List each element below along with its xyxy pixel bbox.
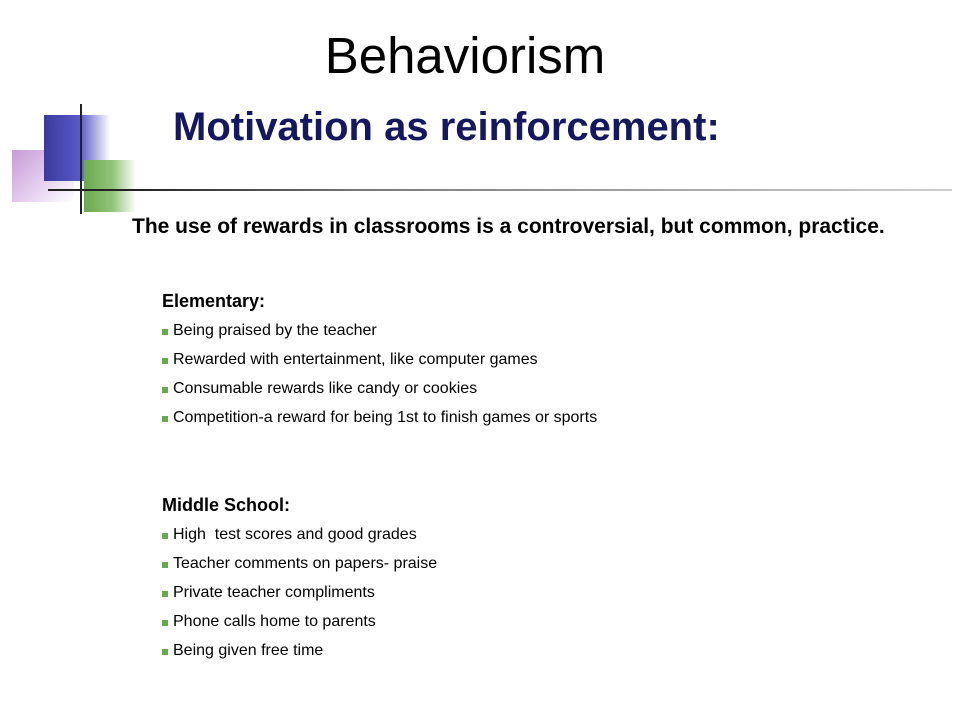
list-item bbox=[162, 350, 597, 379]
lead-statement: The use of rewards in classrooms is a controversial, but common, practice. bbox=[132, 215, 885, 238]
square-bullet-icon bbox=[162, 562, 168, 568]
decorative-green-square bbox=[84, 160, 136, 212]
square-bullet-icon bbox=[162, 416, 168, 422]
list-item bbox=[162, 408, 597, 437]
section-heading-middle-school: Middle School: bbox=[162, 495, 290, 515]
list-item-text: Private teacher compliments bbox=[173, 584, 375, 601]
list-elementary bbox=[162, 321, 597, 437]
square-bullet-icon bbox=[162, 358, 168, 364]
list-item bbox=[162, 525, 437, 554]
list-item-text: Being praised by the teacher bbox=[173, 322, 377, 339]
list-item-text: High test scores and good grades bbox=[173, 526, 417, 543]
decorative-vertical-line bbox=[80, 104, 82, 214]
square-bullet-icon bbox=[162, 591, 168, 597]
list-item bbox=[162, 583, 437, 612]
list-middle-school bbox=[162, 525, 437, 670]
list-item bbox=[162, 641, 437, 670]
list-item-text: Consumable rewards like candy or cookies bbox=[173, 380, 478, 397]
list-item bbox=[162, 612, 437, 641]
list-item-text: Rewarded with entertainment, like computer games bbox=[173, 351, 538, 368]
list-item-text: Competition-a reward for being 1st to finish games or sports bbox=[173, 409, 598, 426]
list-item-text: Phone calls home to parents bbox=[173, 613, 376, 630]
list-item-text: Teacher comments on papers- praise bbox=[173, 555, 438, 572]
list-item bbox=[162, 379, 597, 408]
square-bullet-icon bbox=[162, 620, 168, 626]
square-bullet-icon bbox=[162, 649, 168, 655]
slide-title: Behaviorism bbox=[324, 27, 606, 84]
slide-subtitle: Motivation as reinforcement: bbox=[173, 105, 720, 149]
list-item-text: Being given free time bbox=[173, 642, 324, 659]
list-item bbox=[162, 321, 597, 350]
section-heading-elementary: Elementary: bbox=[162, 291, 266, 311]
square-bullet-icon bbox=[162, 329, 168, 335]
square-bullet-icon bbox=[162, 387, 168, 393]
decorative-horizontal-rule bbox=[48, 189, 952, 191]
square-bullet-icon bbox=[162, 533, 168, 539]
list-item bbox=[162, 554, 437, 583]
